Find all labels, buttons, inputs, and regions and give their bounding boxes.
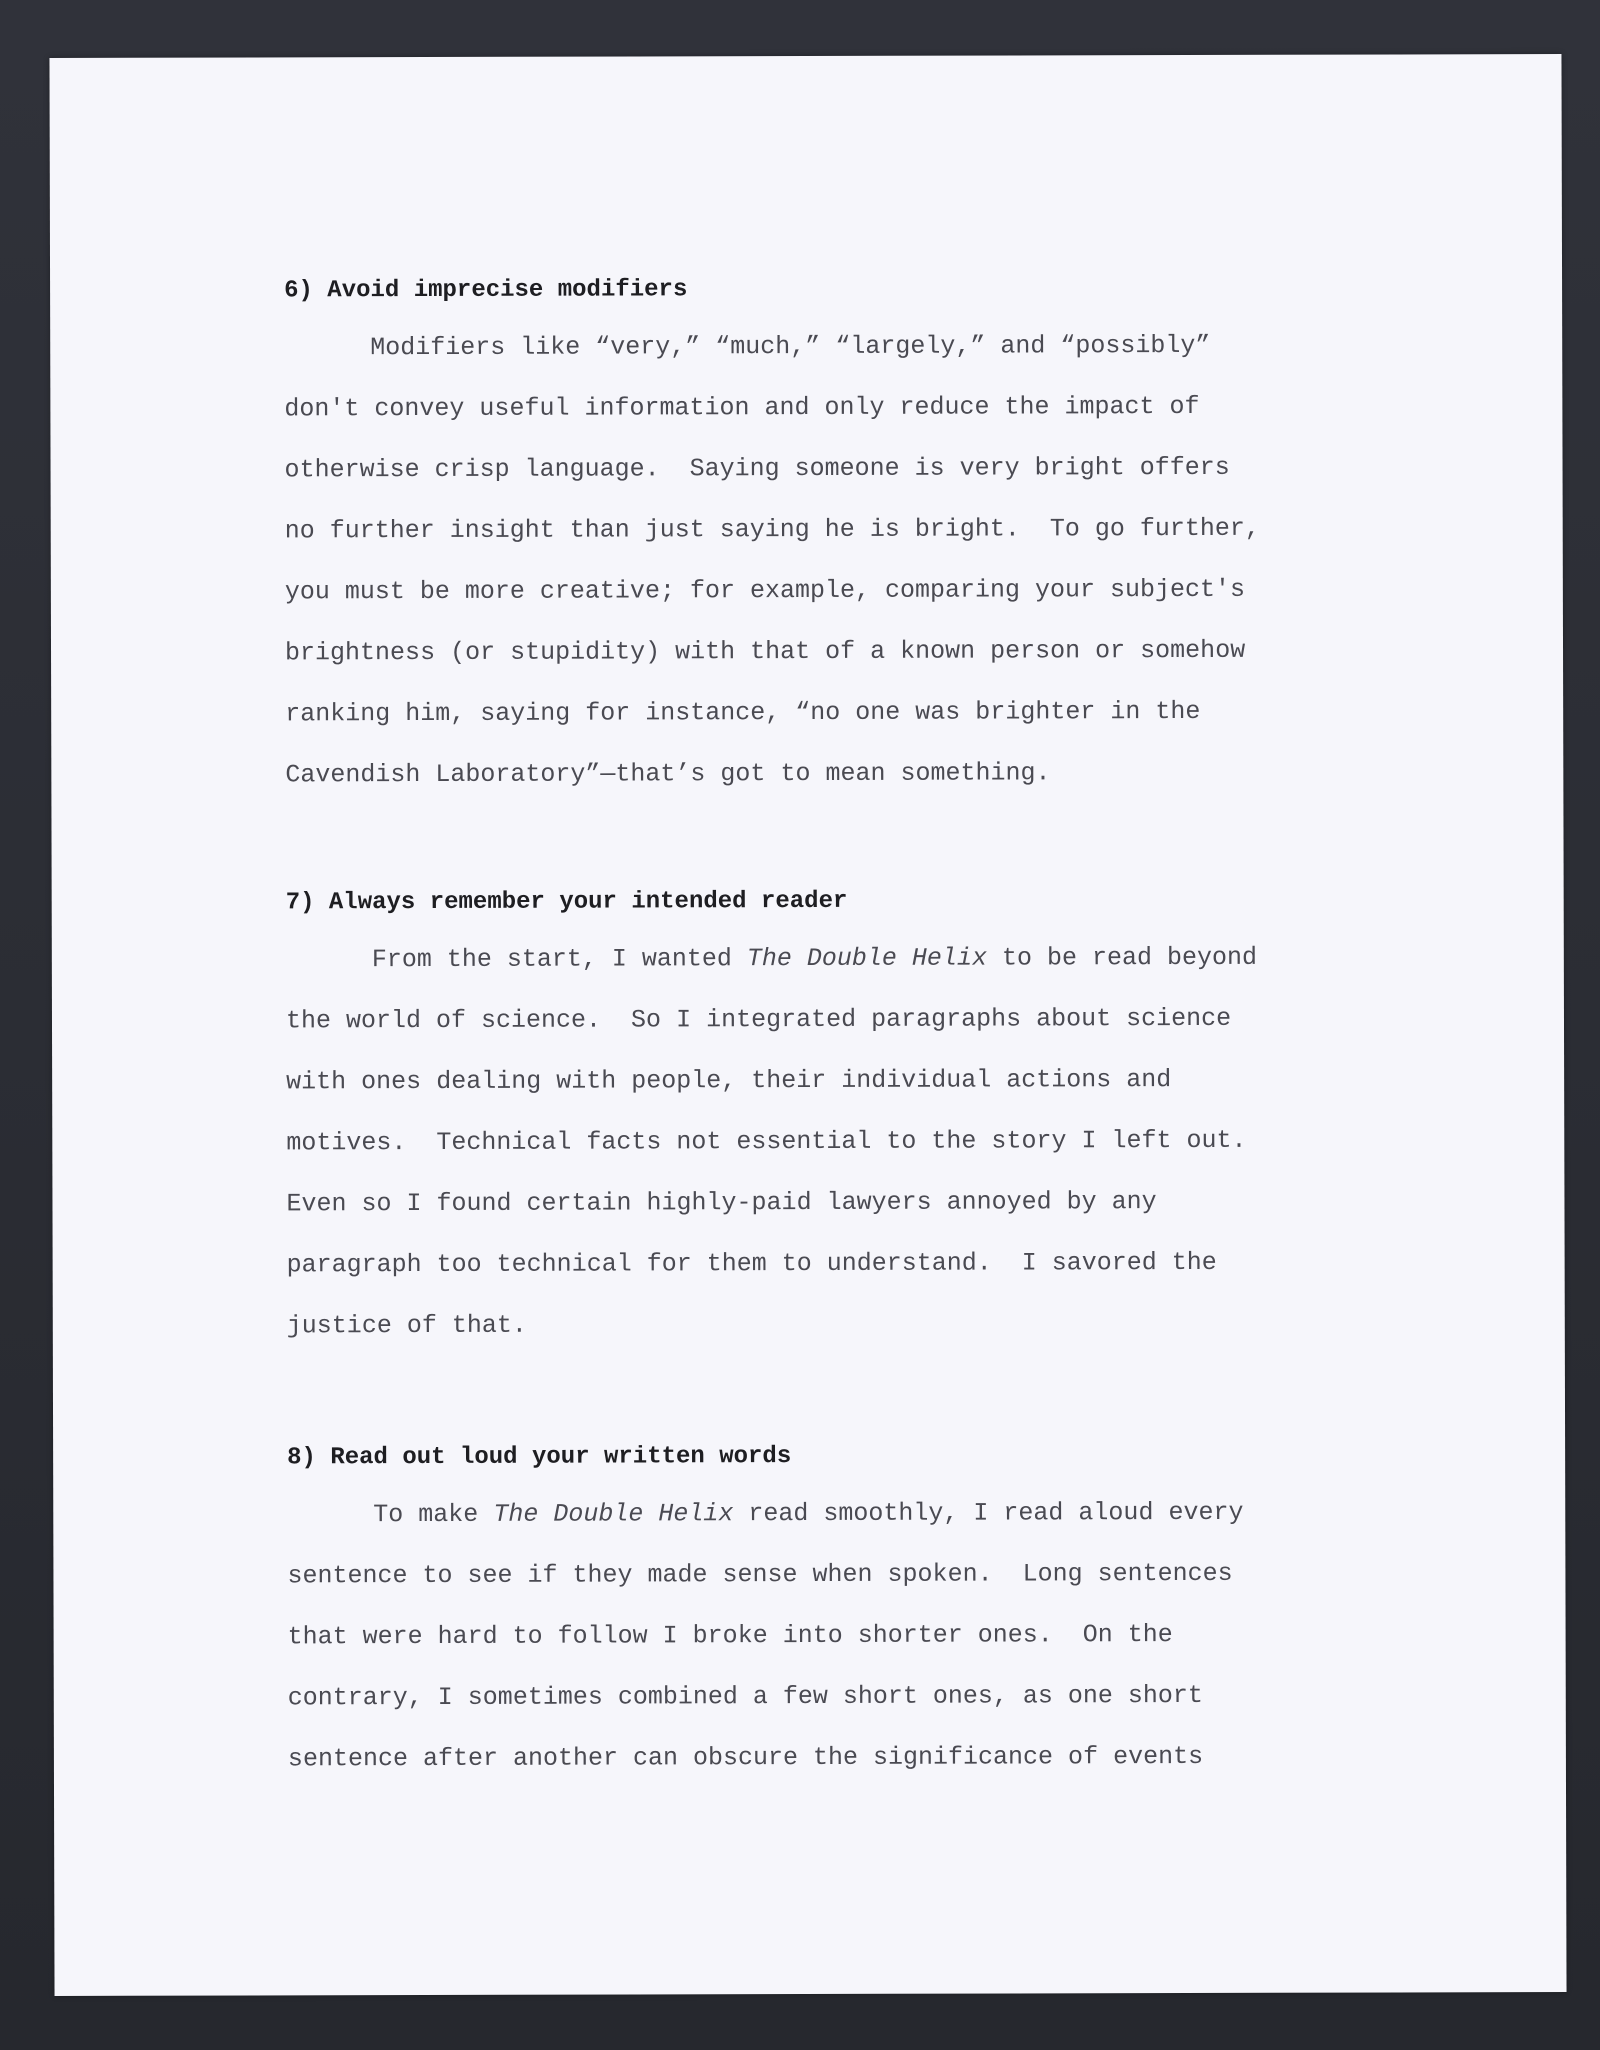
text-line: contrary, I sometimes combined a few short ones, as one short [287, 1680, 1203, 1713]
section-8 [287, 1439, 1408, 1789]
text-line: you must be more creative; for example, comparing your subject's [284, 574, 1246, 607]
section-body [287, 1481, 1408, 1789]
text-fragment: read smoothly, I read aloud every [733, 1497, 1244, 1529]
section-body [284, 314, 1405, 805]
section-body [286, 926, 1407, 1356]
text-line: don't convey useful information and only reduce the impact of [284, 391, 1200, 424]
text-line: otherwise crisp language. Saying someone is very bright offers [284, 452, 1230, 485]
book-title: The Double Helix [746, 943, 987, 974]
text-line: brightness (or stupidity) with that of a known person or somehow [284, 635, 1246, 668]
text-line: that were hard to follow I broke into shorter ones. On the [287, 1620, 1173, 1652]
text-line: no further insight than just saying he is bright. To go further, [284, 513, 1260, 546]
text-line: Even so I found certain highly-paid lawyers annoyed by any [286, 1187, 1157, 1219]
text-line: sentence to see if they made sense when spoken. Long sentences [287, 1558, 1233, 1591]
text-line [286, 926, 1406, 990]
document-content [284, 272, 1408, 1789]
text-line: motives. Technical facts not essential to the story I left out. [286, 1125, 1247, 1158]
section-spacer [285, 802, 1405, 887]
text-line: justice of that. [286, 1310, 527, 1341]
text-line [287, 1481, 1407, 1545]
section-7 [286, 884, 1407, 1356]
paper-sheet [49, 54, 1566, 1996]
text-line: sentence after another can obscure the significance of events [287, 1741, 1204, 1774]
text-line: with ones dealing with people, their individual actions and [286, 1065, 1172, 1097]
section-heading: 6) Avoid imprecise modifiers [284, 276, 688, 305]
section-heading: 7) Always remember your intended reader [285, 887, 848, 917]
text-line: ranking him, saying for instance, “no one was brighter in the [285, 696, 1201, 729]
book-title: The Double Helix [493, 1499, 734, 1529]
text-line: the world of science. So I integrated paragraphs about science [285, 1003, 1232, 1036]
text-fragment: From the start, I wanted [371, 944, 747, 975]
section-spacer [287, 1353, 1407, 1442]
text-fragment: to be read beyond [986, 942, 1258, 973]
text-line: Modifiers like “very,” “much,” “largely,” and “possibly” [370, 330, 1211, 363]
text-line: Cavendish Laboratory”—that’s got to mean something. [285, 758, 1051, 790]
section-heading: 8) Read out loud your written words [287, 1443, 792, 1472]
text-fragment: To make [373, 1499, 494, 1530]
text-line: paragraph too technical for them to understand. I savored the [286, 1247, 1217, 1280]
section-6 [284, 272, 1405, 805]
